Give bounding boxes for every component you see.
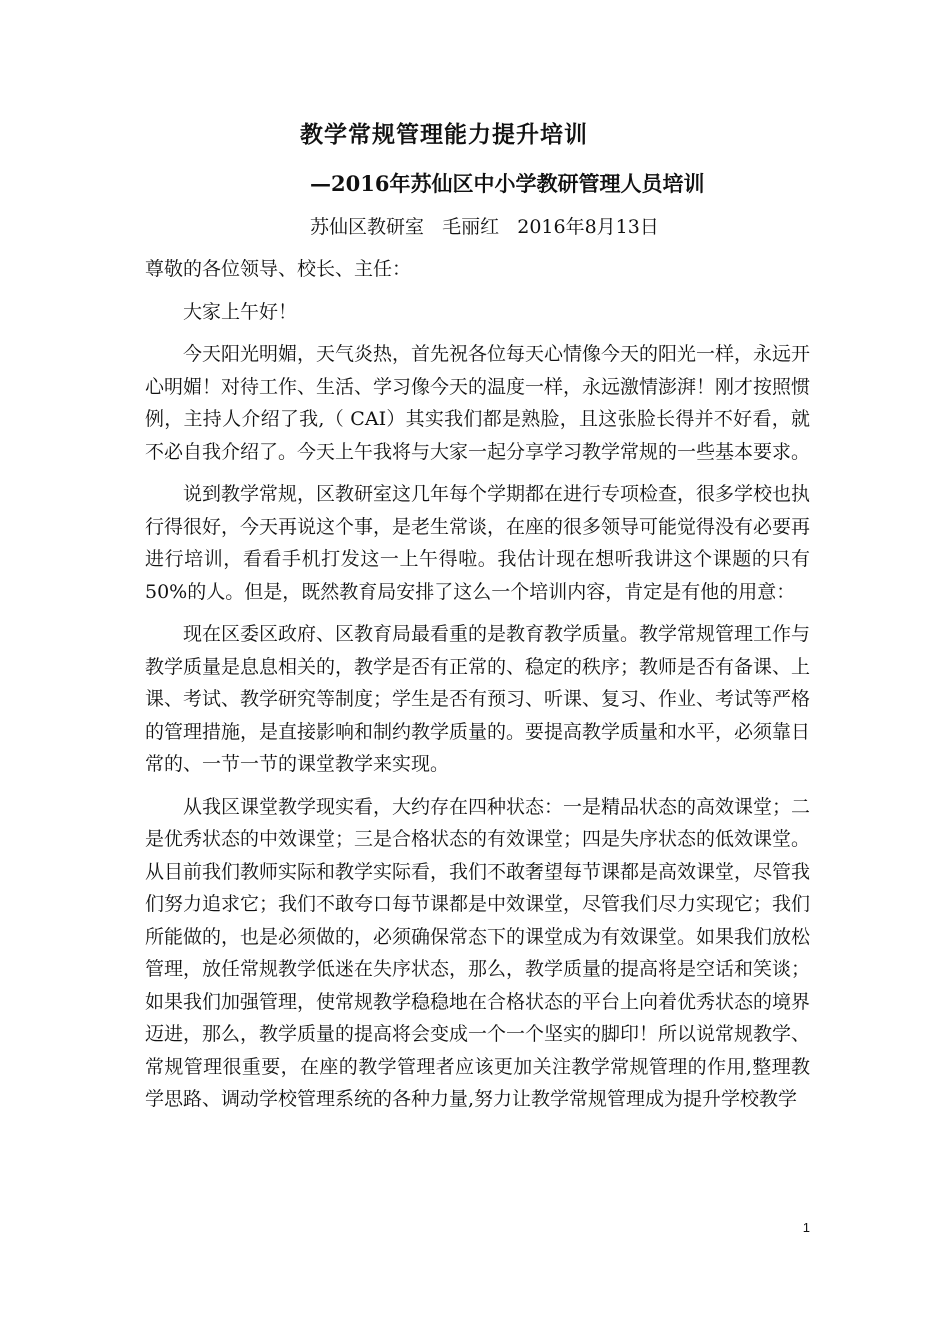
body-paragraph-3: 现在区委区政府、区教育局最看重的是教育教学质量。教学常规管理工作与教学质量是息息相关的，教学是否有正常的、稳定的秩序；教师是否有备课、上课、考试、教学研究等制度；学生是否有预习、听课、复习、作业、考试等严格的管理措施，是直接影响和制约教学质量的。要提高教学质量和水平，必须靠日常的、一节一节的课堂教学来实现。 (145, 623, 811, 775)
greeting: 大家上午好！ (183, 300, 298, 323)
document-body (145, 253, 810, 1126)
document-subtitle: —2016年苏仙区中小学教研管理人员培训 (310, 171, 705, 196)
body-paragraph-2: 说到教学常规，区教研室这几年每个学期都在进行专项检查，很多学校也执行得很好，今天再说这个事，是老生常谈，在座的很多领导可能觉得没有必要再进行培训，看看手机打发这一上午得啦。我估计现在想听我讲这个课题的只有50%的人。但是，既然教育局安排了这么一个培训内容，肯定是有他的用意： (145, 483, 811, 603)
body-paragraph-1: 今天阳光明媚，天气炎热，首先祝各位每天心情像今天的阳光一样，永远开心明媚！对待工作、生活、学习像今天的温度一样，永远激情澎湃！刚才按照惯例，主持人介绍了我,（ CAI）其实我们都是熟脸，且这张脸长得并不好看，就不必自我介绍了。今天上午我将与大家一起分享学习教学常规的一些基本要求。 (145, 343, 811, 463)
salutation: 尊敬的各位领导、校长、主任： (145, 258, 412, 280)
author-byline: 苏仙区教研室 毛丽红 2016年8月13日 (310, 216, 659, 238)
page-number: 1 (802, 1220, 810, 1235)
body-paragraph-4: 从我区课堂教学现实看，大约存在四种状态：一是精品状态的高效课堂；二是优秀状态的中效课堂；三是合格状态的有效课堂；四是失序状态的低效课堂。从目前我们教师实际和教学实际看，我们不敢奢望每节课都是高效课堂，尽管我们努力追求它；我们不敢夸口每节课都是中效课堂，尽管我们尽力实现它；我们所能做的，也是必须做的，必须确保常态下的课堂成为有效课堂。如果我们放松管理，放任常规教学低迷在失序状态，那么，教学质量的提高将是空话和笑谈；如果我们加强管理，使常规教学稳稳地在合格状态的平台上向着优秀状态的境界迈进，那么，教学质量的提高将会变成一个一个坚实的脚印！所以说常规教学、常规管理很重要，在座的教学管理者应该更加关注教学常规管理的作用,整理教学思路、调动学校管理系统的各种力量,努力让教学常规管理成为提升学校教学 (145, 795, 811, 1110)
document-title: 教学常规管理能力提升培训 (300, 122, 588, 148)
